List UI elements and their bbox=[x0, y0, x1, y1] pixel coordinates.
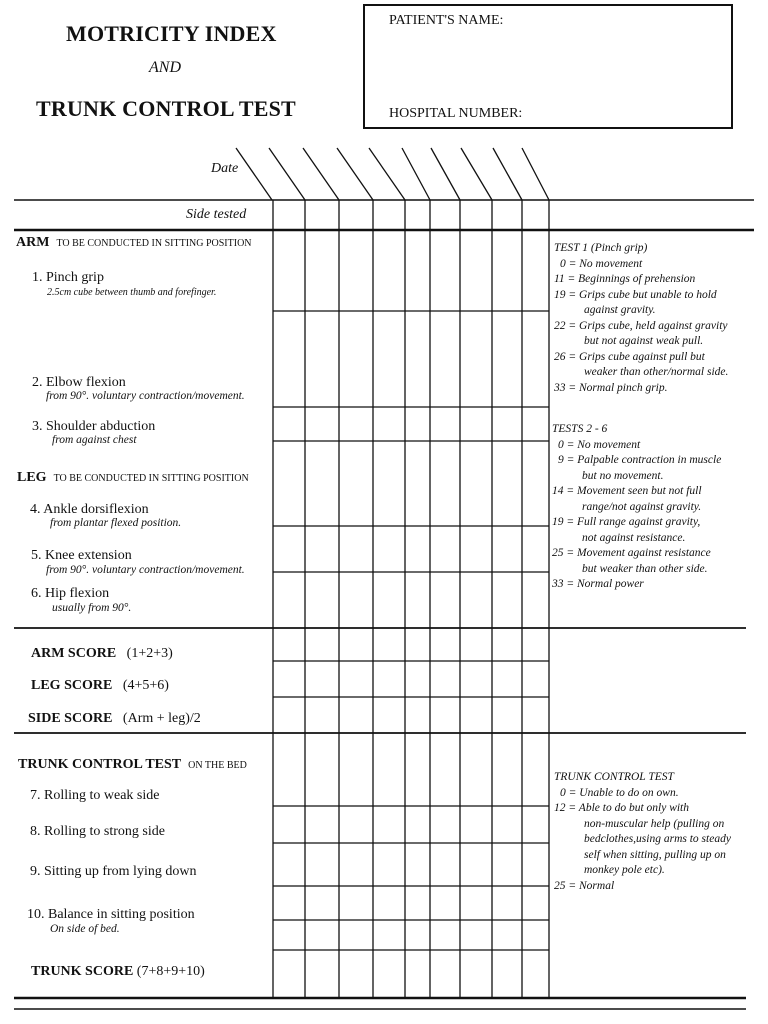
item-ankle-dorsiflexion-sub: from plantar flexed position. bbox=[50, 517, 182, 529]
item-ankle-dorsiflexion: 4. Ankle dorsiflexion bbox=[30, 502, 149, 517]
legend-line: weaker than other/normal side. bbox=[584, 366, 729, 378]
item-elbow-flexion: 2. Elbow flexion bbox=[32, 375, 126, 390]
side-score-formula: (Arm + leg)/2 bbox=[122, 711, 201, 726]
item-hip-flexion: 6. Hip flexion bbox=[31, 586, 110, 601]
legend-line: self when sitting, pulling up on bbox=[584, 848, 726, 861]
legend-test1 bbox=[554, 241, 728, 396]
legend-line: 14 = Movement seen but not full bbox=[552, 485, 702, 497]
arm-score-label: ARM SCORE bbox=[31, 646, 117, 661]
item-rolling-strong: 8. Rolling to strong side bbox=[30, 824, 165, 839]
legend-line: but no movement. bbox=[582, 469, 664, 482]
legend-trunk bbox=[554, 770, 731, 894]
trunk-score-formula: (7+8+9+10) bbox=[136, 964, 205, 979]
legend-line: not against resistance. bbox=[582, 531, 686, 544]
patient-name-label: PATIENT'S NAME: bbox=[389, 13, 504, 28]
legend-line: 9 = Palpable contraction in muscle bbox=[558, 454, 722, 466]
form-subtitle: TRUNK CONTROL TEST bbox=[36, 96, 296, 121]
legend-line: 26 = Grips cube against pull but bbox=[554, 350, 705, 363]
legend-line: but weaker than other side. bbox=[582, 562, 708, 575]
leg-score-formula: (4+5+6) bbox=[122, 678, 169, 693]
legend-line: 0 = No movement bbox=[558, 438, 641, 451]
legend-line: 25 = Normal bbox=[554, 879, 615, 892]
legend-line: bedclothes,using arms to steady bbox=[584, 833, 731, 845]
legend-line: monkey pole etc). bbox=[584, 864, 665, 876]
item-pinch-grip: 1. Pinch grip bbox=[32, 270, 104, 285]
legend-line: 25 = Movement against resistance bbox=[552, 547, 711, 559]
legend-line: 0 = Unable to do on own. bbox=[560, 786, 679, 799]
item-pinch-grip-sub: 2.5cm cube between thumb and forefinger. bbox=[47, 287, 217, 298]
patient-info-box bbox=[363, 4, 733, 129]
arm-score-row bbox=[31, 646, 173, 662]
arm-note: TO BE CONDUCTED IN SITTING POSITION bbox=[56, 238, 252, 249]
form-title: MOTRICITY INDEX bbox=[66, 21, 277, 46]
trunk-note: ON THE BED bbox=[188, 760, 247, 771]
leg-score-row bbox=[31, 678, 169, 694]
arm-score-formula: (1+2+3) bbox=[126, 646, 173, 661]
legend-line: 22 = Grips cube, held against gravity bbox=[554, 319, 728, 332]
item-shoulder-abduction: 3. Shoulder abduction bbox=[32, 419, 156, 434]
item-knee-extension: 5. Knee extension bbox=[31, 548, 132, 563]
date-label: Date bbox=[211, 161, 239, 176]
hospital-number-label: HOSPITAL NUMBER: bbox=[389, 106, 523, 121]
item-balance-sitting-sub: On side of bed. bbox=[50, 923, 120, 935]
arm-heading: ARM TO BE CONDUCTED IN SITTING POSITION bbox=[16, 235, 252, 250]
legend-line: 33 = Normal power bbox=[552, 578, 644, 590]
title-and: AND bbox=[149, 59, 181, 76]
side-score-label: SIDE SCORE bbox=[28, 711, 113, 726]
item-knee-extension-sub: from 90°. voluntary contraction/movement. bbox=[46, 564, 245, 576]
legend-line: TRUNK CONTROL TEST bbox=[554, 771, 674, 783]
legend-line: 0 = No movement bbox=[560, 257, 643, 270]
item-shoulder-abduction-sub: from against chest bbox=[52, 434, 137, 446]
legend-line: 33 = Normal pinch grip. bbox=[554, 381, 668, 394]
item-elbow-flexion-sub: from 90°. voluntary contraction/movement. bbox=[46, 390, 245, 402]
side-score-row bbox=[28, 711, 201, 727]
leg-heading: LEG TO BE CONDUCTED IN SITTING POSITION bbox=[17, 470, 249, 485]
item-sitting-up: 9. Sitting up from lying down bbox=[30, 864, 197, 879]
legend-line: 19 = Full range against gravity, bbox=[552, 516, 701, 528]
legend-line: but not against weak pull. bbox=[584, 335, 704, 347]
leg-note: TO BE CONDUCTED IN SITTING POSITION bbox=[53, 473, 249, 484]
trunk-heading: TRUNK CONTROL TEST ON THE BED bbox=[18, 757, 247, 772]
trunk-score-row bbox=[31, 964, 205, 980]
item-balance-sitting: 10. Balance in sitting position bbox=[27, 907, 195, 922]
side-tested-label: Side tested bbox=[186, 207, 247, 222]
legend-line: against gravity. bbox=[584, 304, 656, 316]
legend-tests-2-6 bbox=[552, 422, 721, 593]
leg-score-label: LEG SCORE bbox=[31, 678, 113, 693]
legend-line: non-muscular help (pulling on bbox=[584, 817, 725, 830]
legend-line: 11 = Beginnings of prehension bbox=[554, 273, 696, 285]
legend-line: TEST 1 (Pinch grip) bbox=[554, 242, 648, 254]
trunk-score-label: TRUNK SCORE bbox=[31, 964, 134, 979]
legend-line: TESTS 2 - 6 bbox=[552, 423, 608, 435]
legend-line: 19 = Grips cube but unable to hold bbox=[554, 288, 717, 301]
item-rolling-weak: 7. Rolling to weak side bbox=[30, 788, 160, 803]
legend-line: 12 = Able to do but only with bbox=[554, 802, 690, 814]
legend-line: range/not against gravity. bbox=[582, 500, 702, 513]
item-hip-flexion-sub: usually from 90°. bbox=[52, 602, 132, 614]
